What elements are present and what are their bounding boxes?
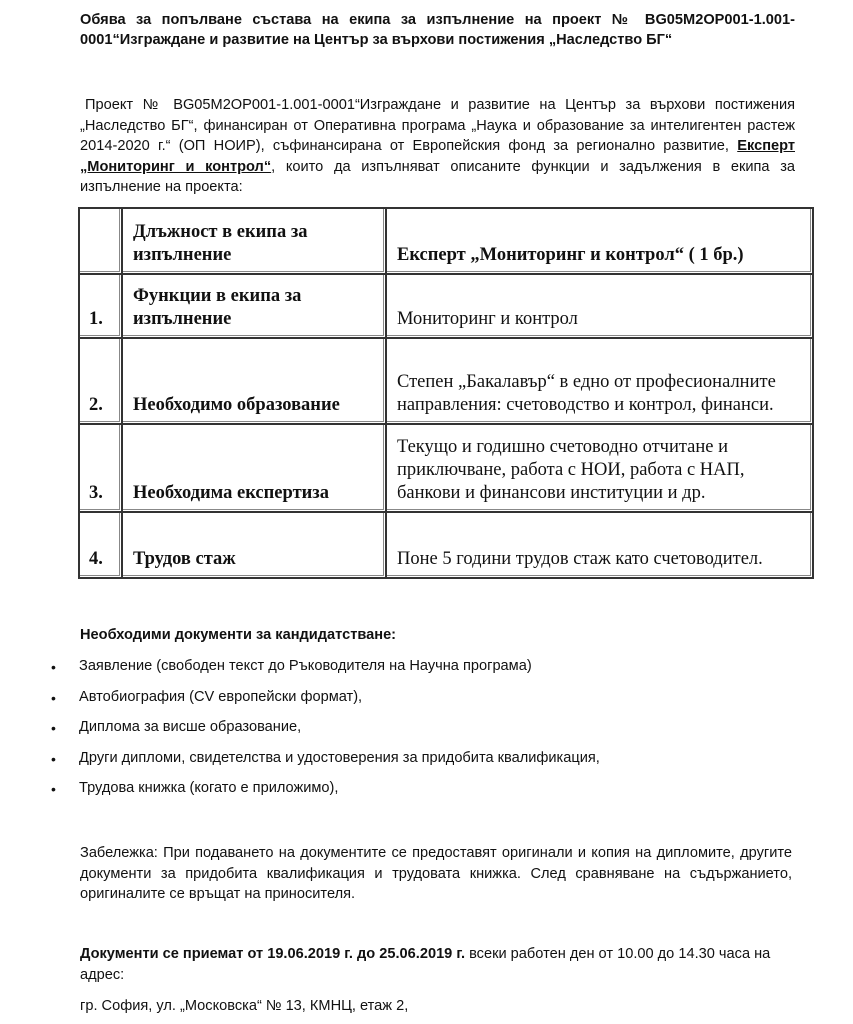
- position-name: Експерт „Мониторинг и контрол“: [80, 138, 795, 175]
- table-row: [80, 513, 814, 579]
- list-item: [0, 748, 853, 779]
- table-row: [80, 425, 814, 513]
- deadline-hours: всеки работен ден от 10.00 до 14.30 часа на адрес:: [80, 946, 771, 983]
- row-label: Необходимо образование: [123, 339, 387, 425]
- bullet-icon: •: [51, 750, 56, 767]
- bullet-icon: •: [51, 781, 56, 797]
- list-item-text: Заявление (свободен текст до Ръководителя на Научна програма): [79, 658, 532, 674]
- announcement-title: Обява за попълване състава на екипа за изпълнение на проект № BG05M2OP001-1.001-0001“Изграждане и развитие на Център за върхови постижения „Наследство БГ“: [80, 12, 795, 48]
- list-item: [0, 656, 853, 687]
- row-number: 1.: [80, 275, 123, 339]
- row-value: Степен „Бакалавър“ в едно от професионалните направления: счетоводство и контрол, финанси.: [387, 339, 814, 425]
- intro-text-start: Проект № BG05M2OP001-1.001-0001“Изграждане и развитие на Център за върхови постижения „Наследство БГ“, финансиран от Оперативна програма „Наука и образование за интелигентен растеж 2014-2020 г.“ (ОП НОИР), съфинансирана от Европейския фонд за регионално развитие,: [80, 97, 795, 155]
- row-number: 2.: [80, 339, 123, 425]
- deadline-dates: Документи се приемат от 19.06.2019 г. до 25.06.2019 г.: [80, 946, 466, 962]
- intro-text-end: , които да изпълняват описаните функции и задължения в екипа за изпълнение на проекта:: [80, 158, 795, 196]
- list-item-text: Диплома за висше образование,: [79, 719, 302, 735]
- note-paragraph: Забележка: При подаването на документите се предоставят оригинали и копия на дипломите, другите документи за придобита квалификация и трудовата книжка. След сравняване на съдържанието, оригиналите се връщат на приносителя.: [80, 845, 792, 903]
- row-value: Мониторинг и контрол: [387, 275, 814, 339]
- row-label: Функции в екипа за изпълнение: [123, 275, 387, 339]
- bullet-icon: •: [51, 720, 56, 736]
- list-item: [0, 778, 853, 809]
- intro-paragraph: [80, 95, 795, 198]
- row-label: Трудов стаж: [123, 513, 387, 579]
- table-header-row: [80, 209, 814, 275]
- requirements-table: [78, 207, 814, 579]
- header-number-cell: [80, 209, 123, 275]
- row-value: Поне 5 години трудов стаж като счетоводител.: [387, 513, 814, 579]
- documents-list: [0, 656, 853, 809]
- row-label: Необходима експертиза: [123, 425, 387, 513]
- list-item: [0, 717, 853, 748]
- header-value-cell: Експерт „Мониторинг и контрол“ ( 1 бр.): [387, 209, 814, 275]
- list-item-text: Други дипломи, свидетелства и удостоверения за придобита квалификация,: [79, 749, 600, 766]
- table-row: [80, 339, 814, 425]
- row-number: 4.: [80, 513, 123, 579]
- table-row: [80, 275, 814, 339]
- row-number: 3.: [80, 425, 123, 513]
- bullet-icon: •: [51, 659, 56, 675]
- deadline-paragraph: [80, 944, 792, 985]
- header-label-cell: Длъжност в екипа за изпълнение: [123, 209, 387, 275]
- documents-heading: Необходими документи за кандидатстване:: [80, 627, 397, 643]
- bullet-icon: •: [51, 689, 56, 706]
- list-item: [0, 687, 853, 718]
- address-line: гр. София, ул. „Московска“ № 13, КМНЦ, етаж 2,: [80, 998, 409, 1014]
- list-item-text: Автобиография (CV европейски формат),: [79, 688, 363, 705]
- list-item-text: Трудова книжка (когато е приложимо),: [79, 780, 339, 796]
- row-value: Текущо и годишно счетоводно отчитане и приключване, работа с НОИ, работа с НАП, банкови и финансови институции и др.: [387, 425, 814, 513]
